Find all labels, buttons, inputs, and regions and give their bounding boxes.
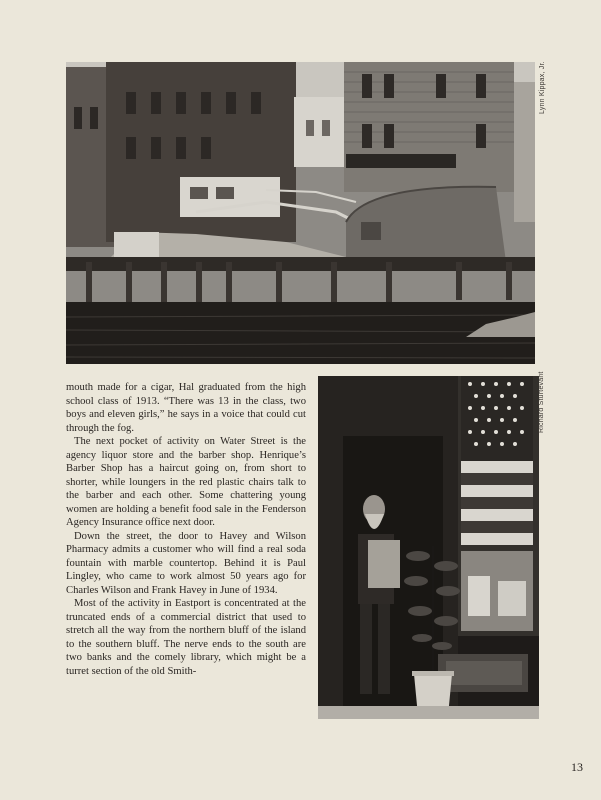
- waterfront-photo: [66, 62, 535, 364]
- photo-credit-right: Richard Sturtevant: [538, 371, 545, 433]
- photo-credit-top: Lynn Kippax, Jr.: [539, 61, 546, 114]
- article-paragraph-1: mouth made for a cigar, Hal graduated from the high school class of 1913. “There was 13 in the class, two boys and eleven girls,” he says in a voice that could cut through the fog.: [66, 382, 306, 434]
- storefront-photo: [318, 376, 539, 719]
- article-column: [66, 381, 306, 678]
- waterfront-photo-illustration: [66, 62, 535, 364]
- article-paragraph-4: Most of the activity in Eastport is concentrated at the truncated ends of a commercial district that used to stretch all the way from the northern bluff of the island to the southern bluff. The nerve ends to the south are two banks and the comely library, which might be a turret section of the old Smith-: [66, 598, 306, 677]
- storefront-photo-illustration: [318, 376, 539, 719]
- article-paragraph-3: Down the street, the door to Havey and Wilson Pharmacy admits a customer who will find a real soda fountain with marble countertop. Behind it is Paul Lingley, who came to work almost 50 years ago for Charles Wilson and Frank Havey in June of 1934.: [66, 530, 306, 596]
- article-paragraph-2: The next pocket of activity on Water Street is the agency liquor store and the barber shop. Henrique’s Barber Shop has a haircut going on, from short to shorter, while loungers in the red plastic chairs talk to the barber and each other. Some chattering young women are holding a benefit food sale in the Fenderson Agency Insurance office next door.: [66, 436, 306, 528]
- page-number: 13: [571, 760, 583, 774]
